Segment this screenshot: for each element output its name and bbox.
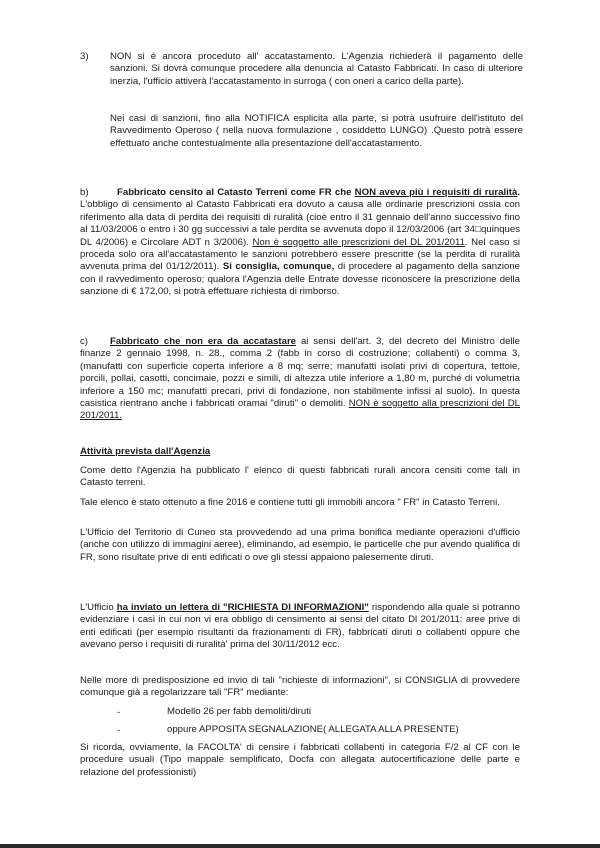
list-bullet: - [117, 725, 121, 736]
item-b-title: Fabbricato censito al Catasto Terreni come FR che [117, 187, 352, 198]
list-item-segnalazione: oppure APPOSITA SEGNALAZIONE( ALLEGATA ALLA PRESENTE) [167, 724, 459, 735]
item-b-title-underlined: NON aveva più i requisiti di ruralità [354, 187, 518, 198]
item-c-paragraph [80, 336, 520, 423]
item-b-advice: Si consiglia, comunque, [222, 261, 335, 273]
richiesta-informazioni-emphasis: ha inviato un lettera di "RICHIESTA DI INFORMAZIONI" [116, 602, 369, 613]
item-3-paragraph: NON si è ancora proceduto all' accatastamento. L'Agenzia richiederà il pagamento delle sanzioni. Si dovrà comunque procedere alla denuncia al Catasto Fabbricati. In caso di ulteriore inerzia, l'ufficio attiverà l'accatastamento in surroga ( con oneri a carico della parte). [110, 51, 523, 87]
item-b-text-3: di procedere al pagamento della sanzione con il ravvedimento operoso; qualora l'Agenzia delle Entrate dovesse riconoscere la prescrizione della sanzione di € 172,00, si potrà effettuare richiesta di rimborso. [80, 261, 520, 298]
item-c-not-subject-note: NON è soggetto alla prescrizioni del DL 201/2011. [80, 398, 520, 422]
item-b-not-subject-note: Non è soggetto alle prescrizioni del DL 201/2011 [252, 236, 465, 248]
attivita-paragraph-3: L'Ufficio del Territorio di Cuneo sta provvedendo ad una prima bonifica mediante operazioni d'ufficio (anche con utilizzo di immagini aeree), eliminando, ad esempio, le particelle che pur avendo qualifica di FR, sono risultate prive di enti edificati o ove gli stessi appaiono palesemente diruti. [80, 527, 520, 563]
item-b-text-2: . Nel caso si proceda solo ora all'accatastamento le sanzioni potrebbero essere prescritte (se la perdita di ruralità avvenuta prima del 01/12/2011). [80, 236, 520, 273]
section-heading: Attività prevista dall'Agenzia [80, 446, 211, 457]
item-c-marker: c) [80, 336, 88, 347]
item-b-marker: b) [80, 187, 89, 198]
attivita-paragraph-1: Come detto l'Agenzia ha pubblicato l' elenco di questi fabbricati rurali ancora censiti come tali in Catasto terreni. [80, 465, 520, 489]
list-item-modello-26: Modello 26 per fabb demoliti/diruti [167, 706, 311, 717]
item-b-paragraph: Fabbricato censito al Catasto Terreni come FR che NON aveva più i requisiti di ruralità. L'obbligo di censimento al Catasto Fabbricati era dovuto a causa alle ordinarie prescrizioni ossia con riferimento alla data di perdita dei requisiti di ruralità (cioè entro il 31 gennaio dell'anno successivo fino al 11/03/2006 o entro i 30 gg successivi a tale perdita se avvenuta dopo il 12/03/2006 (art 34□quinques DL 4/2006) e Circolare ADT n 3/2006). Non è soggetto alle prescrizioni del DL 201/2011. Nel caso si proceda solo ora all'accatastamento le sanzioni potrebbero essere prescritte (se la perdita di ruralità avvenuta prima del 01/12/2011). Si consiglia, comunque, di procedere al pagamento della sanzione con il ravvedimento operoso; qualora l'Agenzia delle Entrate dovesse riconoscere la prescrizione della sanzione di € 172,00, si potrà effettuare richiesta di rimborso. [80, 187, 520, 298]
item-b-text-1: L'obbligo di censimento al Catasto Fabbricati era dovuto a causa alle ordinarie prescrizioni ossia con riferimento alla data di perdita dei requisiti di ruralità (cioè entro il 31 gennaio dell'anno successivo fino al 11/03/2006 o entro i 30 gg successivi a tale perdita se avvenuta dopo il 12/03/2006 (art 34□quinques DL 4/2006) e Circolare ADT n 3/2006). [80, 199, 520, 248]
attivita-paragraph-4: L'Ufficio ha inviato un lettera di "RICHIESTA DI INFORMAZIONI" rispondendo alla quale si potranno evidenziare i casi in cui non vi era obbligo di censimento ai sensi del citato Dl 201/2011: aree prive di enti edificati (per esempio risultanti da frazionamenti di FR), fabbricati diruti o collabenti oppure che avevano perso i requisiti di ruralità' prima del 30/11/2012 ecc. [80, 602, 521, 651]
list-bullet: - [117, 707, 121, 718]
item-3-marker: 3) [80, 51, 89, 62]
item-c-title: Fabbricato che non era da accatastare [110, 336, 297, 347]
attivita-paragraph-6: Si ricorda, ovviamente, la FACOLTA' di censire i fabbricati collabenti in categoria F/2 al CF con le procedure usuali (Tipo mappale semplificato, Docfa con allegata autocertificazione delle parte e relazione del professionisti) [80, 742, 520, 778]
scan-bottom-edge [0, 844, 600, 848]
item-3-ravvedimento-paragraph: Nei casi di sanzioni, fino alla NOTIFICA esplicita alla parte, si potrà usufruire dell'istituto del Ravvedimento Operoso ( nella nuova formulazione , cosiddetto LUNGO) .Questo potrà essere effettuato anche contestualmente alla presentazione dell'accatastamento. [110, 113, 523, 149]
attivita-paragraph-2: Tale elenco è stato ottenuto a fine 2016 e contiene tutti gli immobili ancora " FR" in Catasto Terreni. [80, 497, 500, 508]
attivita-paragraph-5: Nelle more di predisposizione ed invio di tali "richieste di informazioni", si CONSIGLIA di provvedere comunque già a regolarizzare tali "FR" mediante: [80, 675, 520, 699]
item-c-text: ai sensi dell'art. 3, del decreto del Ministro delle finanze 2 gennaio 1998, n. 28., comma 2 (fabb in corso di costruzione; collabenti) o comma 3, (manufatti con superficie coperta inferiore a 8 mq; serre; manufatti isolati privi di copertura, tettoie, porcili, pollai, casotti, concimaie, pozzi e simili, di altezza utile inferiore a 1,80 m, purché di volumetria inferiore a 150 mc; manufatti precari, privi di fondazione, non stabilmente infissi al suolo). In questa casistica rientrano anche i fabbricati oramai "diruti" o demoliti. [80, 336, 521, 410]
